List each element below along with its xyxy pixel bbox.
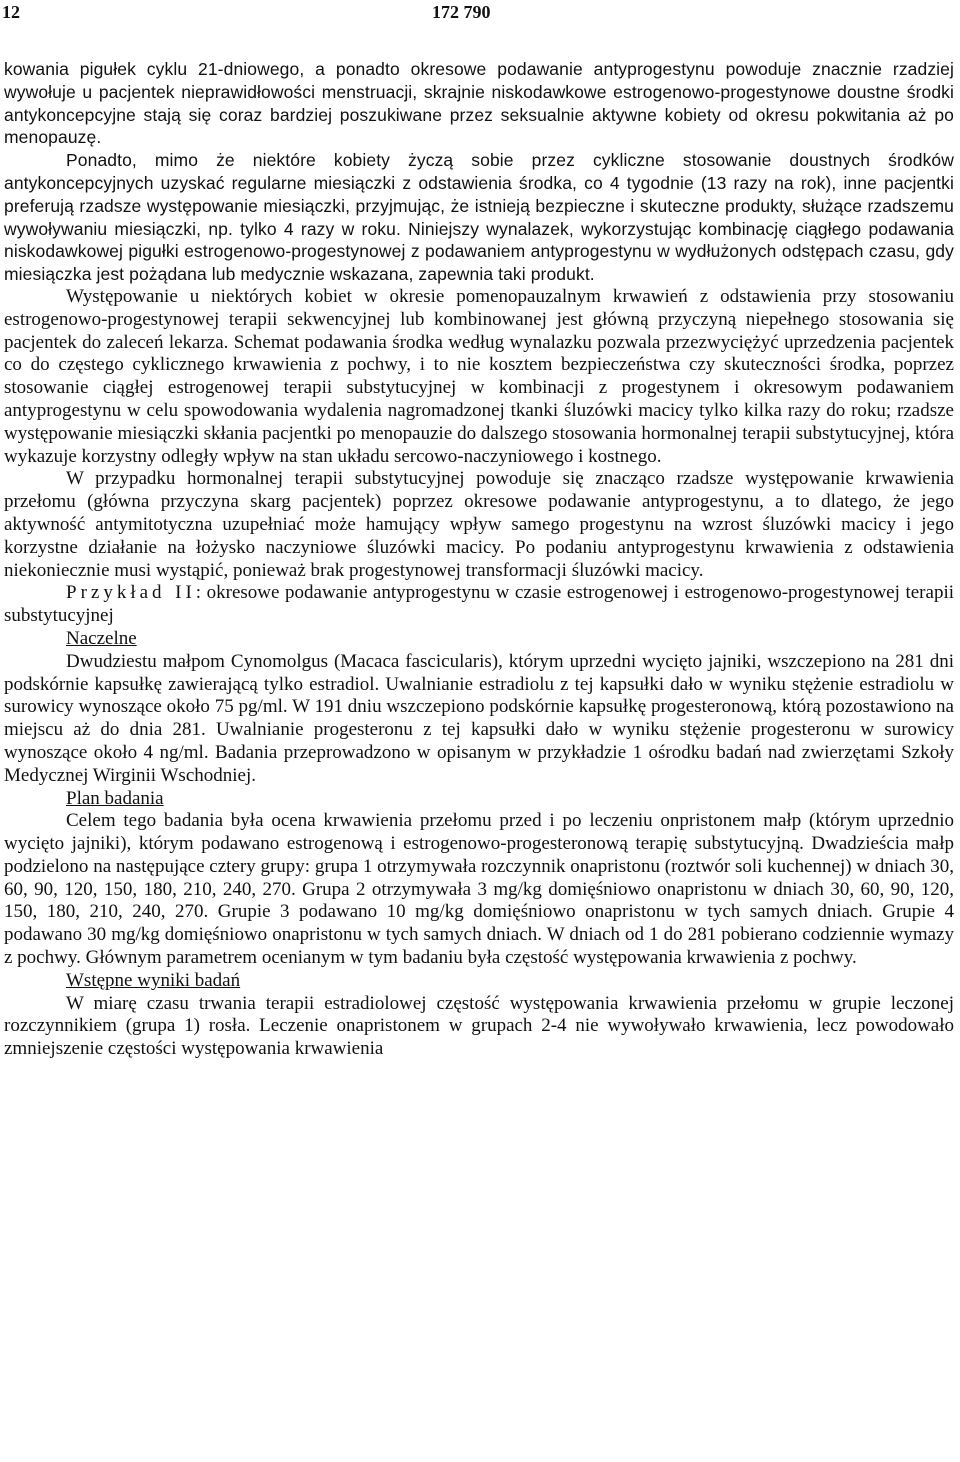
page-header xyxy=(0,2,960,26)
document-body xyxy=(4,58,954,1061)
paragraph-study-plan: Celem tego badania była ocena krwawienia przełomu przed i po leczeniu onpristonem małp (którym uprzednio wycięto jajniki), którym podawano estrogenową i estrogenowo-progesteronową terapię substytucyjną. Dwadzieścia małp podzielono na następujące cztery grupy: grupa 1 otrzymywała rozczynnik onapristonu (roztwór soli kuchennej) w dniach 30, 60, 90, 120, 150, 180, 210, 240, 270. Grupa 2 otrzymywała 3 mg/kg domięśniowo onapristonu w dniach 30, 60, 90, 120, 150, 180, 210, 240, 270. Grupie 3 podawano 10 mg/kg domięśniowo onapristonu w tych samych dniach. Grupie 4 podawano 30 mg/kg domięśniowo onapristonu w tych samych dniach. W dniach od 1 do 281 pobierano codziennie wymazy z pochwy. Głównym parametrem ocenianym w tym badaniu była częstość występowania krwawienia z pochwy. xyxy=(4,810,954,969)
example-label: Przykład II xyxy=(66,582,196,604)
section-heading-preliminary-results: Wstępne wyniki badań xyxy=(66,969,241,991)
section-heading-primates: Naczelne xyxy=(66,627,137,649)
section-heading-study-plan: Plan badania xyxy=(66,787,164,809)
paragraph-hormone-therapy: W przypadku hormonalnej terapii substytucyjnej powoduje się znacząco rzadsze występowanie krwawienia przełomu (główna przyczyna skarg pacjentek) poprzez okresowe podawanie antyprogestynu, a to dlatego, że jego aktywność antymitotyczna uzupełniać może hamujący wpływ samego progestynu na wzrost śluzówki macicy i jego korzystne działanie na łożysko naczyniowe śluzówki macicy. Po podaniu antyprogestynu krwawienia z odstawienia niekoniecznie musi wystąpić, ponieważ brak progestynowej transformacji śluzówki macicy. xyxy=(4,468,954,581)
paragraph-postmenopausal: Występowanie u niektórych kobiet w okresie pomenopauzalnym krwawień z odstawienia przy stosowaniu estrogenowo-progestynowej terapii sekwencyjnej lub kombinowanej jest główną przyczyną niepełnego stosowania się pacjentek do zaleceń lekarza. Schemat podawania środka według wynalazku pozwala przezwyciężyć uprzedzenia pacjentek co do częstego cyklicznego krwawienia z pochwy, i to nie kosztem bezpieczeństwa czy skuteczności środka, poprzez stosowanie ciągłej estrogenowej terapii substytucyjnej w kombinacji z progestynem i okresowym podawaniem antyprogestynu w celu spowodowania wydalenia nagromadzonej tkanki śluzówki macicy tylko kilka razy do roku; rzadsze występowanie miesiączki skłania pacjentki po menopauzie do dalszego stosowania hormonalnej terapii substytucyjnej, która wykazuje korzystny odległy wpływ na stan układu sercowo-naczyniowego i kostnego. xyxy=(4,285,954,467)
paragraph-primates: Dwudziestu małpom Cynomolgus (Macaca fascicularis), którym uprzedni wycięto jajniki, wszczepiono na 281 dni podskórnie kapsułkę zawierającą tylko estradiol. Uwalnianie estradiolu z tej kapsułki dało w wyniku stężenie estradiolu w surowicy wynoszące około 75 pg/ml. W 191 dniu wszczepiono podskórnie kapsułkę progesteronową, którą pozostawiono na miejscu aż do dnia 281. Uwalnianie progesteronu z tej kapsułki dało w wyniku stężenie progesteronu w surowicy wynoszące około 4 ng/ml. Badania przeprowadzono w opisanym w przykładzie 1 ośrodku badań nad zwierzętami Szkoły Medycznej Wirginii Wschodniej. xyxy=(4,650,954,786)
paragraph-intro: kowania pigułek cyklu 21-dniowego, a ponadto okresowe podawanie antyprogestynu powoduje znacznie rzadziej wywołuje u pacjentek nieprawidłowości menstruacji, skrajnie niskodawkowe estrogenowo-progestynowe doustne środki antykoncepcyjne stają się coraz bardziej poszukiwane przez seksualnie aktywne kobiety od okresu pokwitania aż po menopauzę. xyxy=(4,59,954,148)
example-heading xyxy=(4,582,954,628)
paragraph-oral-contraceptives: Ponadto, mimo że niektóre kobiety życzą sobie przez cykliczne stosowanie doustnych środków antykoncepcyjnych uzyskać regularne miesiączki z odstawienia środka, co 4 tygodnie (13 razy na rok), inne pacjentki preferują rzadsze występowanie miesiączki, przyjmując, że istnieją bezpieczne i skuteczne produkty, służące rzadszemu wywoływaniu miesiączki, np. tylko 4 razy w roku. Niniejszy wynalazek, wykorzystując kombinację ciągłego podawania niskodawkowej pigułki estrogenowo-progestynowej z podawaniem antyprogestynu w wydłużonych odstępach czasu, gdy miesiączka jest pożądana lub medycznie wskazana, zapewnia taki produkt. xyxy=(4,150,954,285)
document-number: 172 790 xyxy=(432,2,491,22)
paragraph-preliminary-results: W miarę czasu trwania terapii estradiolowej częstość występowania krwawienia przełomu w grupie leczonej rozczynnikiem (grupa 1) rosła. Leczenie onapristonem w grupach 2-4 nie wywoływało krwawienia, lecz powodowało zmniejszenie częstości występowania krwawienia xyxy=(4,992,954,1060)
page-number: 12 xyxy=(2,2,20,22)
example-title: : okresowe podawanie antyprogestynu w czasie estrogenowej i estrogenowo-progestynowej terapii substytucyjnej xyxy=(4,582,955,627)
